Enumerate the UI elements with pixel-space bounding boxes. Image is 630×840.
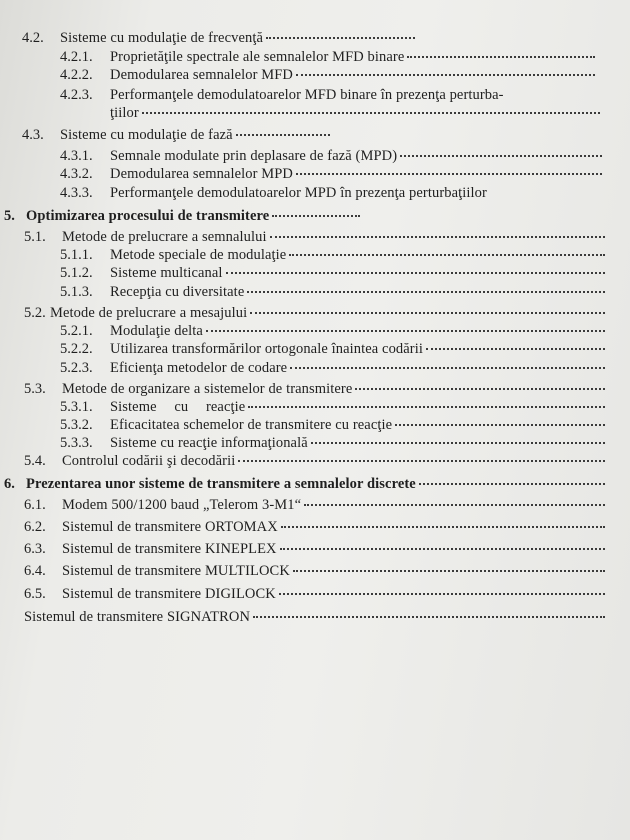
- toc-leader-dots: [419, 481, 605, 485]
- toc-entry-number: 4.2.2.: [60, 67, 93, 83]
- toc-entry-number: 5.2.: [24, 305, 46, 321]
- toc-leader-dots: [280, 546, 605, 550]
- toc-entry-number: 5.3.2.: [60, 417, 93, 433]
- toc-leader-dots: [426, 346, 605, 350]
- toc-entry-title: Controlul codării şi decodării: [62, 453, 236, 469]
- toc-entry: [24, 497, 605, 514]
- toc-entry-number: 5.3.3.: [60, 435, 93, 451]
- toc-entry-number: 6.5.: [24, 586, 46, 602]
- toc-entry-title: Metode de organizare a sistemelor de transmitere: [62, 381, 353, 397]
- toc-entry-number: 4.3.1.: [60, 148, 93, 164]
- toc-leader-dots: [355, 386, 605, 390]
- toc-entry: [60, 247, 605, 264]
- toc-entry-number: 4.3.: [22, 127, 44, 143]
- toc-entry-title: Eficienţa metodelor de codare: [110, 360, 288, 376]
- toc-entry: [60, 341, 605, 358]
- toc-entry: [24, 563, 605, 580]
- toc-leader-dots: [270, 234, 605, 238]
- toc-chapter: [4, 208, 360, 225]
- toc-leader-dots: [289, 252, 605, 256]
- toc-entry-number: 5.2.2.: [60, 341, 93, 357]
- toc-entry: [60, 284, 605, 301]
- toc-entry: [24, 453, 605, 470]
- toc-leader-dots: [250, 310, 605, 314]
- toc-entry: [24, 229, 605, 246]
- toc-entry-title: Sisteme multicanal: [110, 265, 223, 281]
- toc-entry: [60, 148, 602, 165]
- toc-entry-title: Demodularea semnalelor MPD: [110, 166, 293, 182]
- toc-entry: [22, 30, 415, 47]
- toc-entry: [60, 185, 622, 202]
- toc-entry-continuation: [110, 105, 600, 122]
- toc-leader-dots: [253, 614, 605, 618]
- toc-entry-number: 6.2.: [24, 519, 46, 535]
- toc-entry-title: Performanţele demodulatoarelor MPD în prezenţa perturbaţiilor: [110, 185, 487, 201]
- toc-entry-number: 4.3.3.: [60, 185, 93, 201]
- toc-entry: [60, 360, 605, 377]
- toc-entry: [60, 49, 595, 66]
- toc-leader-dots: [142, 110, 600, 114]
- toc-leader-dots: [296, 72, 595, 76]
- toc-entry: [60, 87, 612, 104]
- toc-entry-number: 5.4.: [24, 453, 46, 469]
- toc-entry-number: 6.3.: [24, 541, 46, 557]
- toc-leader-dots: [281, 524, 605, 528]
- toc-entry-title: Utilizarea transformărilor ortogonale înaintea codării: [110, 341, 423, 357]
- toc-leader-dots: [266, 35, 415, 39]
- toc-entry-title: Demodularea semnalelor MFD: [110, 67, 293, 83]
- toc-entry-number: 4.3.2.: [60, 166, 93, 182]
- toc-entry-title: Sisteme cu reacţie informaţională: [110, 435, 308, 451]
- toc-entry-title: Semnale modulate prin deplasare de fază (MPD): [110, 148, 398, 164]
- toc-entry-title: Modem 500/1200 baud „Telerom 3-M1“: [62, 497, 302, 513]
- toc-leader-dots: [311, 440, 605, 444]
- toc-leader-dots: [293, 568, 605, 572]
- toc-leader-dots: [248, 404, 605, 408]
- toc-entry-number: 6.1.: [24, 497, 46, 513]
- toc-entry-number: 4.2.1.: [60, 49, 93, 65]
- toc-entry: [60, 399, 605, 416]
- toc-entry-number: 4.2.: [22, 30, 44, 46]
- toc-entry: [24, 586, 605, 603]
- toc-entry-number: 6.: [4, 476, 15, 492]
- toc-entry-title: Prezentarea unor sisteme de transmitere a semnalelor discrete: [26, 476, 416, 492]
- toc-leader-dots: [395, 422, 605, 426]
- toc-entry: [60, 323, 605, 340]
- toc-entry-number: 5.: [4, 208, 15, 224]
- toc-entry-number: 5.1.: [24, 229, 46, 245]
- toc-entry-number: 5.3.1.: [60, 399, 93, 415]
- toc-entry-title: Recepţia cu diversitate: [110, 284, 245, 300]
- toc-entry-number: 6.4.: [24, 563, 46, 579]
- toc-entry-title: Performanţele demodulatoarelor MFD binare în prezenţa perturba-: [110, 87, 504, 103]
- toc-entry: [24, 541, 605, 558]
- toc-leader-dots: [236, 132, 330, 136]
- toc-entry: [24, 519, 605, 536]
- toc-entry-title: Sistemul de transmitere MULTILOCK: [62, 563, 290, 579]
- toc-leader-dots: [407, 54, 595, 58]
- toc-leader-dots: [279, 591, 605, 595]
- toc-entry-number: 5.1.3.: [60, 284, 93, 300]
- toc-entry-number: 5.3.: [24, 381, 46, 397]
- toc-entry: [60, 435, 605, 452]
- toc-leader-dots: [400, 153, 602, 157]
- toc-entry-title: Sistemul de transmitere KINEPLEX: [62, 541, 277, 557]
- toc-entry: [60, 166, 602, 183]
- toc-entry-number: 5.2.1.: [60, 323, 93, 339]
- toc-entry-title: Modulaţie delta: [110, 323, 203, 339]
- toc-leader-dots: [296, 171, 602, 175]
- toc-chapter: [4, 476, 605, 493]
- toc-entry: [60, 67, 595, 84]
- toc-entry-number: 5.1.2.: [60, 265, 93, 281]
- toc-entry-title: Metode de prelucrare a semnalului: [62, 229, 267, 245]
- toc-entry-title: Metode de prelucrare a mesajului: [50, 305, 248, 321]
- toc-entry-number: 4.2.3.: [60, 87, 93, 103]
- toc-entry: [22, 127, 330, 144]
- toc-entry-title: Sistemul de transmitere SIGNATRON: [24, 609, 251, 625]
- toc-entry: [24, 305, 605, 322]
- toc-leader-dots: [226, 270, 605, 274]
- toc-leader-dots: [206, 328, 605, 332]
- toc-entry-title: Sistemul de transmitere ORTOMAX: [62, 519, 278, 535]
- toc-entry-title: Sisteme cu reacţie: [110, 399, 246, 415]
- toc-entry: [24, 609, 605, 626]
- toc-entry-number: 5.2.3.: [60, 360, 93, 376]
- toc-entry-title: Sisteme cu modulaţie de fază: [60, 127, 233, 143]
- toc-entry-title: Metode speciale de modulaţie: [110, 247, 287, 263]
- toc-leader-dots: [238, 458, 605, 462]
- toc-entry-title: Sisteme cu modulaţie de frecvenţă: [60, 30, 264, 46]
- toc-entry-title: Eficacitatea schemelor de transmitere cu reacţie: [110, 417, 393, 433]
- toc-entry-title: Sistemul de transmitere DIGILOCK: [62, 586, 276, 602]
- toc-leader-dots: [290, 365, 605, 369]
- toc-entry-title: Proprietăţile spectrale ale semnalelor MFD binare: [110, 49, 405, 65]
- toc-entry-number: 5.1.1.: [60, 247, 93, 263]
- toc-entry: [24, 381, 605, 398]
- toc-entry: [60, 417, 605, 434]
- toc-entry-title: Optimizarea procesului de transmitere: [26, 208, 270, 224]
- toc-leader-dots: [304, 502, 605, 506]
- toc-entry-title: ţiilor: [110, 105, 139, 121]
- toc-leader-dots: [247, 289, 605, 293]
- toc-leader-dots: [272, 213, 360, 217]
- toc-entry: [60, 265, 605, 282]
